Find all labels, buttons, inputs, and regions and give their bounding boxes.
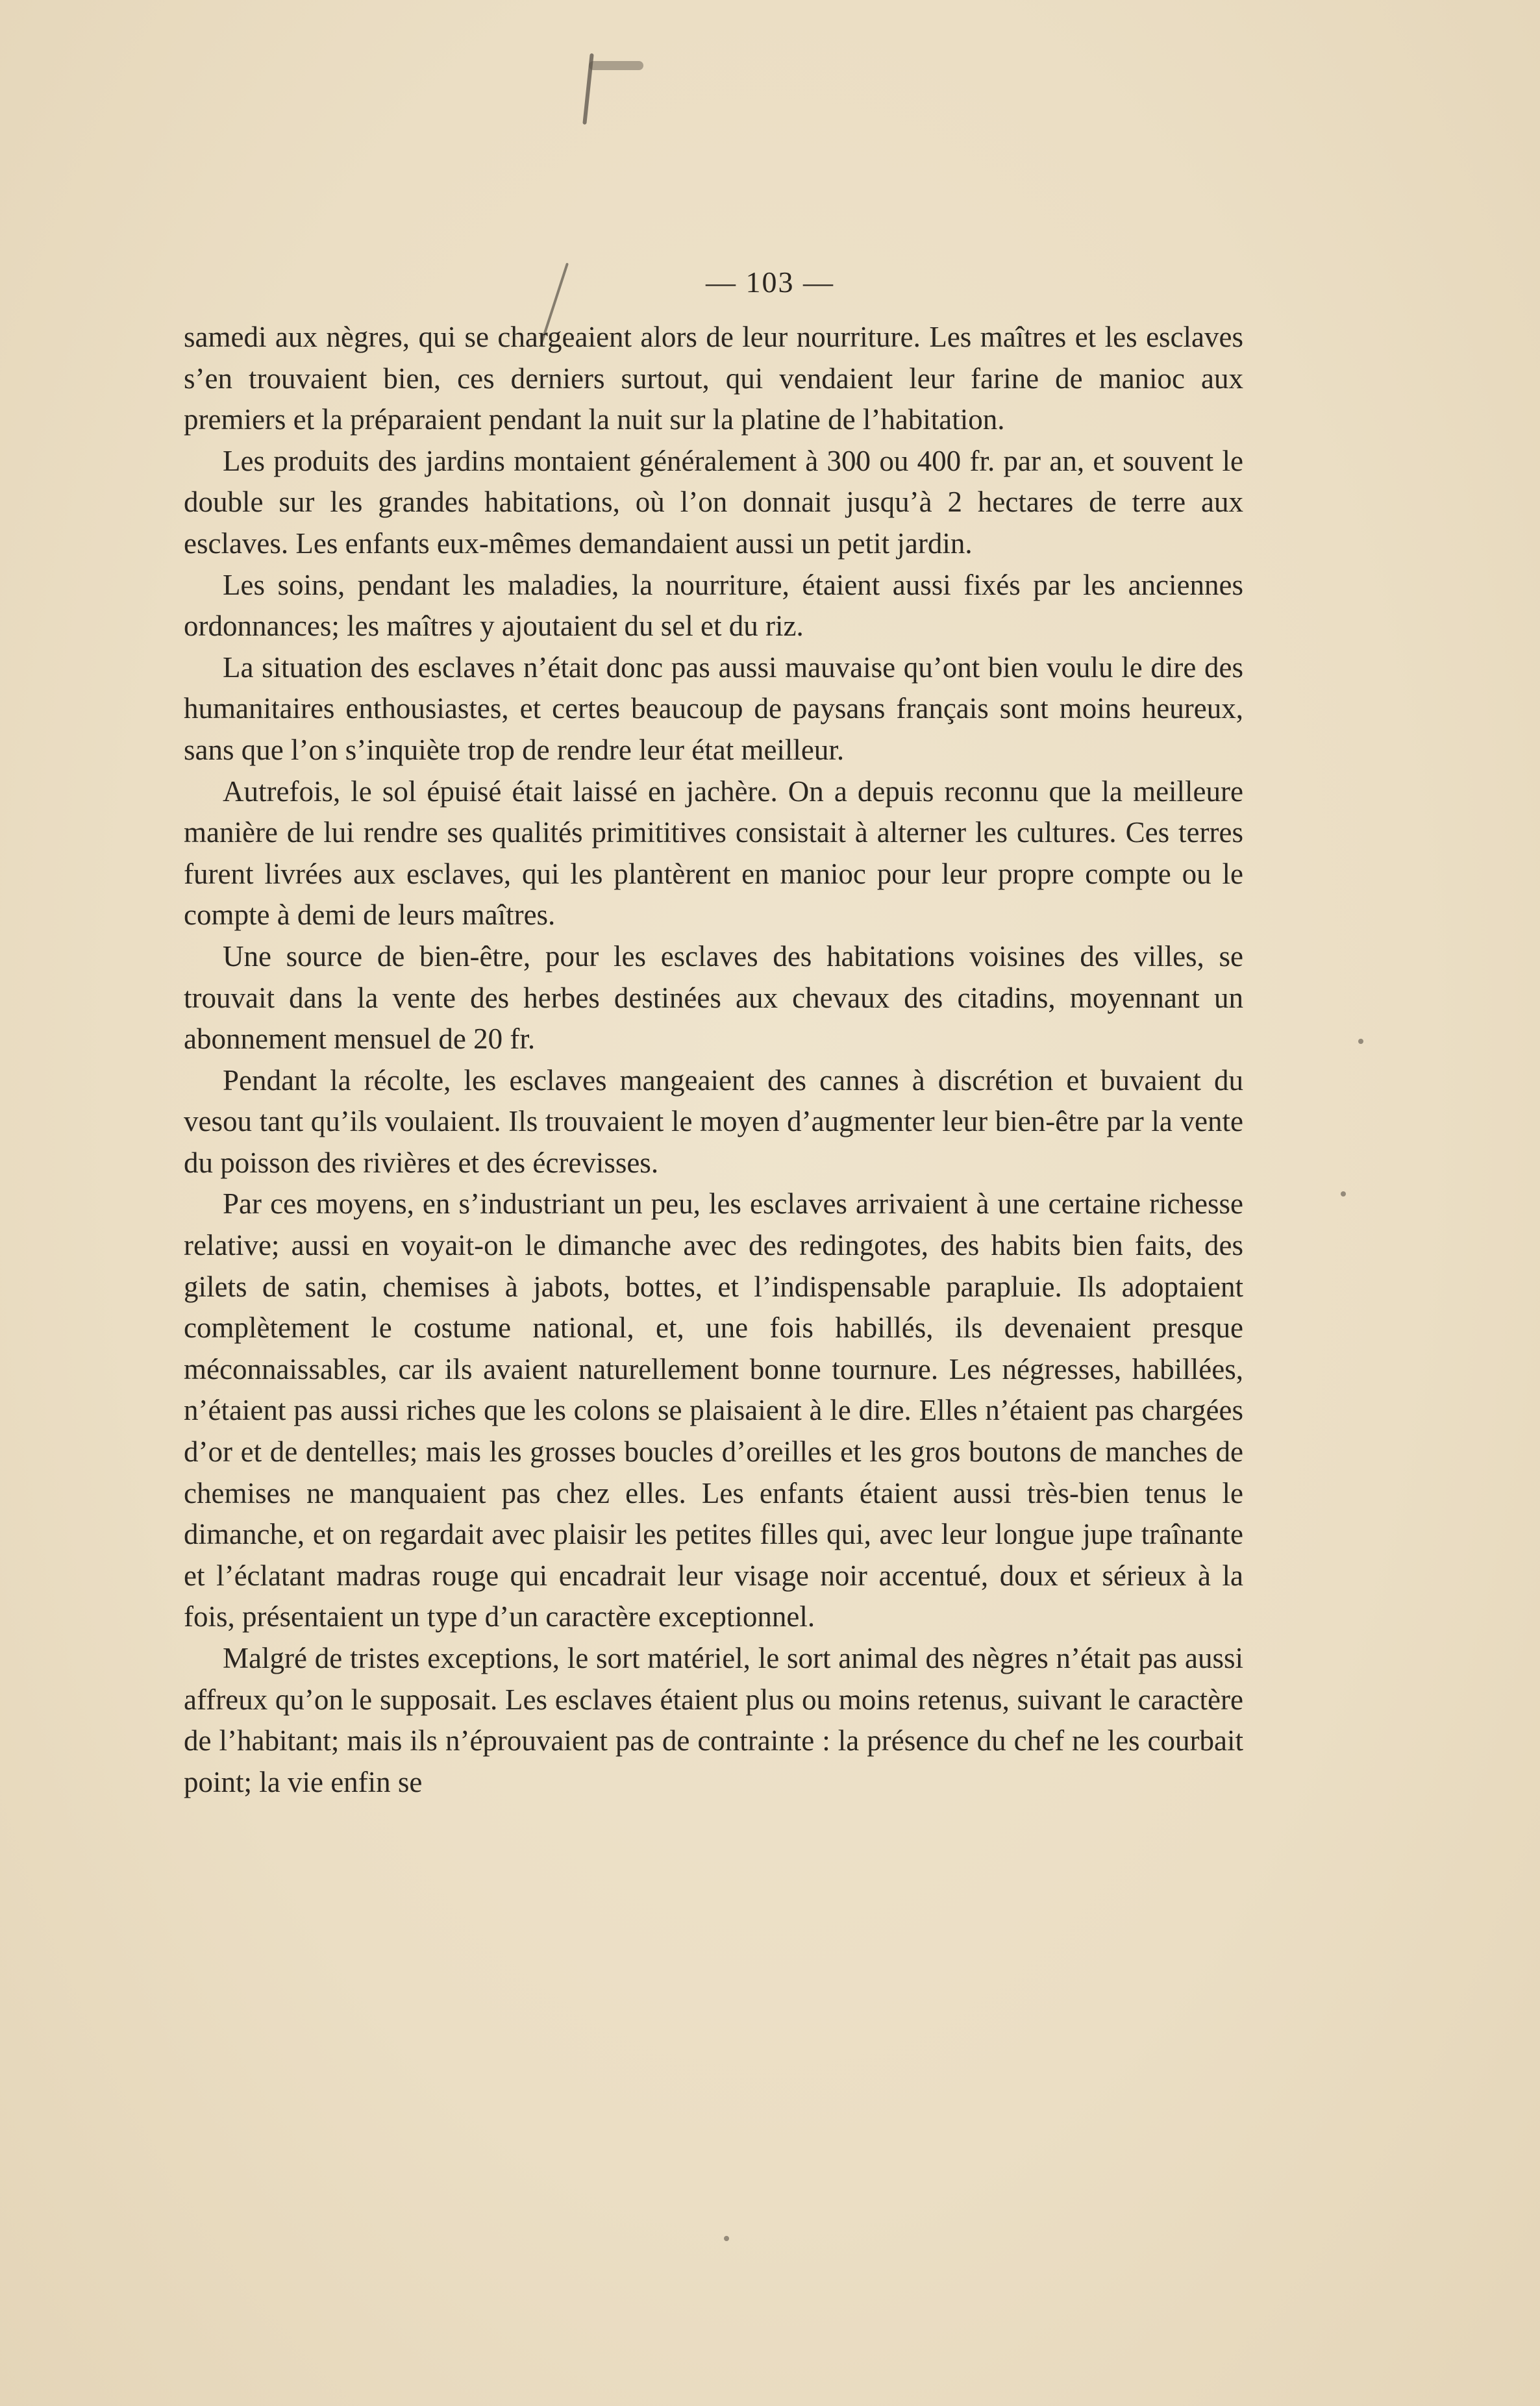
paragraph: Pendant la récolte, les esclaves mangeaient des cannes à discrétion et buvaient du vesou tant qu’ils voulaient. Ils trouvaient le moyen d’augmenter leur bien-être par la vente du poisson des rivières et des écrevisses. [184,1063,1243,1179]
speck-mark [724,2236,729,2241]
page-number: — 103 — [706,266,834,299]
ink-mark-flag [589,61,643,70]
paragraph: Les soins, pendant les maladies, la nourriture, étaient aussi fixés par les anciennes ordonnances; les maîtres y ajoutaient du sel et du riz. [184,568,1243,643]
paragraph: La situation des esclaves n’était donc pas aussi mauvaise qu’ont bien voulu le dire des humanitaires enthousiastes, et certes beaucoup de paysans français sont moins heureux, sans que l’on s’inquiète trop de rendre leur état meilleur. [184,651,1243,766]
paragraph: Autrefois, le sol épuisé était laissé en jachère. On a depuis reconnu que la meilleure manière de lui rendre ses qualités primititives consistait à alterner les cultures. Ces terres furent livrées aux esclaves, qui les plantèrent en manioc pour leur propre compte ou le compte à demi de leurs maîtres. [184,775,1243,932]
paragraph: samedi aux nègres, qui se chargeaient alors de leur nourriture. Les maîtres et les esclaves s’en trouvaient bien, ces derniers surtout, qui vendaient leur farine de manioc aux premiers et la préparaient pendant la nuit sur la platine de l’habitation. [184,321,1243,436]
paragraph: Une source de bien-être, pour les esclaves des habitations voisines des villes, se trouvait dans la vente des herbes destinées aux chevaux des citadins, moyennant un abonnement mensuel de 20 fr. [184,939,1243,1056]
body-text [184,317,1243,1803]
speck-mark [1341,1191,1346,1197]
paragraph: Malgré de tristes exceptions, le sort matériel, le sort animal des nègres n’était pas aussi affreux qu’on le supposait. Les esclaves étaient plus ou moins retenus, suivant le caractère de l’habitant; mais ils n’éprouvaient pas de contrainte : la présence du chef ne les courbait point; la vie enfin se [184,1642,1243,1798]
paragraph: Les produits des jardins montaient généralement à 300 ou 400 fr. par an, et souvent le double sur les grandes habitations, où l’on donnait jusqu’à 2 hectares de terre aux esclaves. Les enfants eux-mêmes demandaient aussi un petit jardin. [184,444,1243,560]
speck-mark [1358,1039,1363,1044]
paragraph: Par ces moyens, en s’industriant un peu, les esclaves arrivaient à une certaine richesse relative; aussi en voyait-on le dimanche avec des redingotes, des habits bien faits, des gilets de satin, chemises à jabots, bottes, et l’indispensable parapluie. Ils adoptaient complètement le costume national, et, une fois habillés, ils devenaient presque méconnaissables, car ils avaient naturellement bonne tournure. Les négresses, habillées, n’étaient pas aussi riches que les colons se plaisaient à le dire. Elles n’étaient pas chargées d’or et de dentelles; mais les grosses boucles d’oreilles et les gros boutons de manches de chemises ne manquaient pas chez elles. Les enfants étaient aussi très-bien tenus le dimanche, et on regardait avec plaisir les petites filles qui, avec leur longue jupe traînante et l’éclatant madras rouge qui encadrait leur visage noir accentué, doux et sérieux à la fois, présentaient un type d’un caractère exceptionnel. [184,1187,1243,1633]
